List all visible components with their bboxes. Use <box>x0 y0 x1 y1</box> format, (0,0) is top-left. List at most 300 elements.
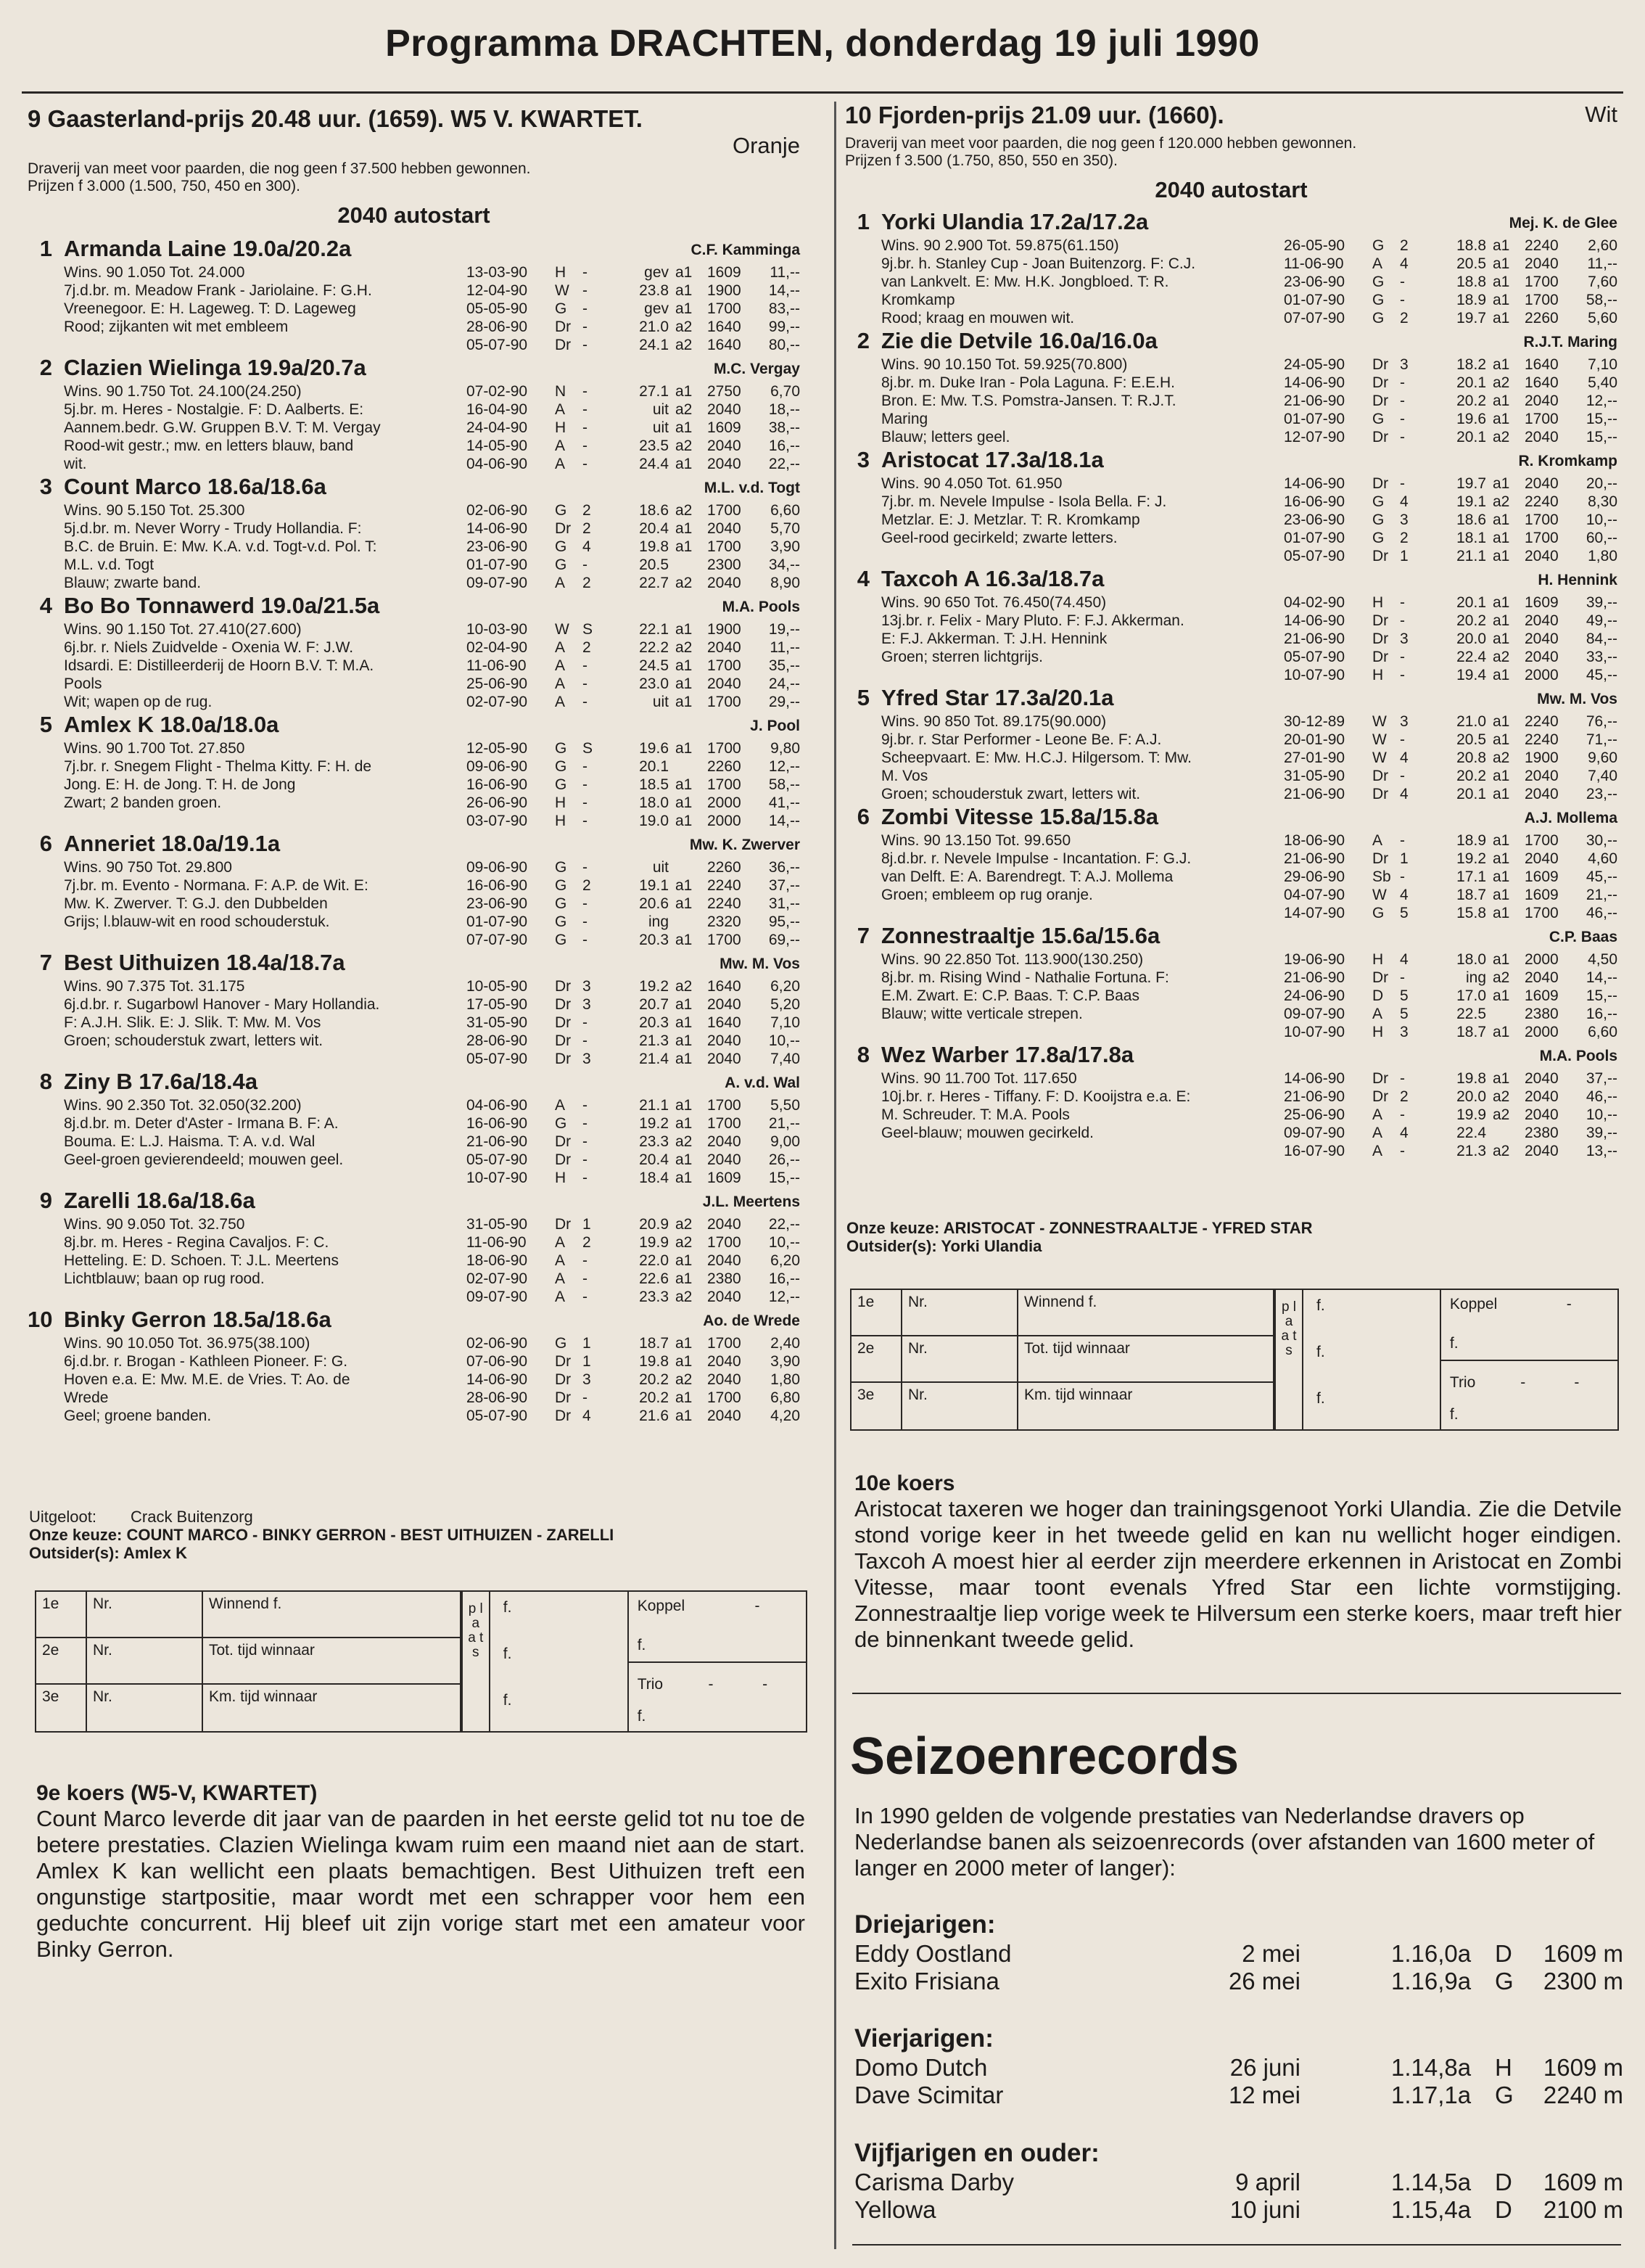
info-line: van Delft. E: A. Barendregt. T: A.J. Mollema <box>881 868 1174 885</box>
run-time: 20.2 <box>639 1389 669 1406</box>
run-row <box>466 519 800 538</box>
run-distance: 1700 <box>707 1389 741 1406</box>
run-start: a2 <box>675 1216 693 1233</box>
horse-name: Zombi Vitesse 15.8a/15.8a <box>881 804 1158 829</box>
run-date: 28-06-90 <box>466 1389 528 1406</box>
horse-name: Taxcoh A 16.3a/18.7a <box>881 566 1105 591</box>
run-distance: 2040 <box>707 996 741 1013</box>
run-start: a2 <box>675 1289 693 1305</box>
run-place: - <box>582 932 588 948</box>
run-distance: 2240 <box>1525 237 1559 254</box>
info-line: Blauw; letters geel. <box>881 429 1010 445</box>
run-place: - <box>582 1170 588 1186</box>
run-place: 3 <box>582 996 591 1013</box>
race-color: Oranje <box>732 133 800 158</box>
run-track: H <box>1372 951 1384 968</box>
run-distance: 1640 <box>1525 356 1559 373</box>
run-place: 4 <box>1400 786 1409 802</box>
run-distance: 2040 <box>1525 429 1559 445</box>
run-time: 22.5 <box>1456 1006 1486 1022</box>
run-distance: 1700 <box>707 1115 741 1132</box>
run-start: a1 <box>1493 393 1510 409</box>
past-runs <box>466 739 800 830</box>
run-distance: 1700 <box>1525 274 1559 290</box>
run-track: A <box>555 657 566 674</box>
run-track: N <box>555 383 566 400</box>
run-time: gev <box>644 264 669 281</box>
run-date: 23-06-90 <box>466 895 528 912</box>
run-start: a1 <box>675 1270 693 1287</box>
plaats-amount: f. <box>503 1692 512 1709</box>
record-distance: 2100 m <box>1543 2196 1623 2223</box>
plaats-amount: f. <box>503 1645 512 1662</box>
run-start: a2 <box>1493 749 1510 766</box>
koppel-label: Koppel <box>637 1598 685 1614</box>
bet-row <box>852 1383 1274 1429</box>
run-time: 19.2 <box>639 978 669 995</box>
run-start: a2 <box>1493 1088 1510 1105</box>
run-track: G <box>555 758 567 775</box>
run-place: 3 <box>1400 356 1409 373</box>
run-distance: 2040 <box>707 1408 741 1424</box>
run-start: a2 <box>675 319 693 335</box>
run-place: - <box>582 456 588 472</box>
run-place: - <box>1400 274 1405 290</box>
horse-number: 4 <box>857 566 870 591</box>
info-line: Wins. 90 1.750 Tot. 24.100(24.250) <box>64 383 302 400</box>
info-line: E: F.J. Akkerman. T: J.H. Hennink <box>881 630 1108 647</box>
run-place: - <box>582 300 588 317</box>
bet-row <box>36 1685 461 1731</box>
run-row <box>1284 987 1617 1005</box>
horse-name: Aristocat 17.3a/18.1a <box>881 447 1104 472</box>
run-place: - <box>582 859 588 876</box>
run-place: 4 <box>1400 493 1409 510</box>
trio-dash: - <box>708 1676 714 1693</box>
run-odds: 6,60 <box>1588 1024 1617 1040</box>
info-line: Wins. 90 2.350 Tot. 32.050(32.200) <box>64 1097 302 1114</box>
run-distance: 2040 <box>1525 969 1559 986</box>
run-odds: 11,-- <box>770 264 800 281</box>
run-place: - <box>582 401 588 418</box>
run-start: a2 <box>675 1371 693 1388</box>
run-start: a1 <box>1493 731 1510 748</box>
koppel-dash: - <box>1566 1296 1572 1312</box>
run-odds: 15,-- <box>1586 411 1617 427</box>
info-line: Scheepvaart. E: Mw. H.C.J. Hilgersom. T: Mw. <box>881 749 1192 766</box>
run-place: 2 <box>1400 310 1409 326</box>
run-row <box>466 336 800 354</box>
run-odds: 58,-- <box>768 776 800 793</box>
run-row <box>466 1352 800 1371</box>
run-track: G <box>555 895 567 912</box>
run-time: 20.9 <box>639 1216 669 1233</box>
run-time: 20.4 <box>639 1151 669 1168</box>
run-track: G <box>555 300 567 317</box>
run-track: G <box>555 556 567 573</box>
trainer-name: Mej. K. de Glee <box>1509 215 1617 231</box>
info-line: Wins. 90 2.900 Tot. 59.875(61.150) <box>881 237 1119 254</box>
bet-nr-label: Nr. <box>902 1290 1018 1335</box>
horse-number: 8 <box>857 1042 870 1067</box>
run-start: a1 <box>1493 868 1510 885</box>
run-track: H <box>555 1170 566 1186</box>
run-row <box>466 739 800 757</box>
run-row <box>466 455 800 473</box>
run-start: a1 <box>675 694 693 710</box>
run-date: 02-06-90 <box>466 1335 528 1352</box>
trainer-name: Mw. M. Vos <box>720 956 800 972</box>
run-start: a1 <box>1493 475 1510 492</box>
horse-info <box>881 831 1309 904</box>
horse-number: 7 <box>39 950 52 975</box>
run-distance: 2000 <box>1525 667 1559 683</box>
horse-info <box>64 858 492 931</box>
run-time: 22.7 <box>639 575 669 591</box>
run-start: a2 <box>1493 429 1510 445</box>
run-distance: 1609 <box>1525 987 1559 1004</box>
run-date: 16-07-90 <box>1284 1143 1345 1159</box>
run-distance: 1700 <box>1525 905 1559 921</box>
run-date: 16-06-90 <box>1284 493 1345 510</box>
record-time: 1.14,5a <box>1391 2169 1472 2195</box>
past-runs <box>1284 474 1617 565</box>
run-odds: 41,-- <box>768 794 800 811</box>
run-track: G <box>1372 530 1385 546</box>
run-start: a1 <box>675 932 693 948</box>
record-horse: Dave Scimitar <box>854 2082 1004 2108</box>
horse-entry <box>28 1188 800 1307</box>
record-distance: 1609 m <box>1543 1940 1623 1967</box>
info-line: Rood; zijkanten wit met embleem <box>64 319 289 335</box>
run-time: 20.3 <box>639 1014 669 1031</box>
plaats-label: p l a a t s <box>468 1601 484 1660</box>
run-distance: 2750 <box>707 383 741 400</box>
run-time: 17.0 <box>1456 987 1486 1004</box>
run-place: - <box>1400 612 1405 629</box>
horse-info <box>64 501 492 592</box>
run-date: 14-06-90 <box>466 1371 528 1388</box>
run-odds: 34,-- <box>768 556 800 573</box>
run-odds: 6,70 <box>770 383 800 400</box>
run-odds: 4,60 <box>1588 850 1617 867</box>
run-distance: 2040 <box>707 575 741 591</box>
run-date: 14-06-90 <box>466 520 528 537</box>
run-odds: 60,-- <box>1586 530 1617 546</box>
run-odds: 21,-- <box>768 1115 800 1132</box>
run-start: a1 <box>1493 786 1510 802</box>
info-line: Geel-groen gevierendeeld; mouwen geel. <box>64 1151 344 1168</box>
run-start: a2 <box>675 337 693 353</box>
run-distance: 1640 <box>707 978 741 995</box>
horse-name: Amlex K 18.0a/18.0a <box>64 712 279 737</box>
run-place: 3 <box>1400 1024 1409 1040</box>
run-odds: 31,-- <box>768 895 800 912</box>
run-distance: 2000 <box>1525 1024 1559 1040</box>
run-distance: 1700 <box>707 1335 741 1352</box>
run-date: 07-06-90 <box>466 1353 528 1370</box>
run-time: uit <box>652 419 669 436</box>
run-row <box>466 1050 800 1068</box>
run-track: H <box>555 794 566 811</box>
race-9-picks: Uitgeloot: Crack Buitenzorg Onze keuze: COUNT MARCO - BINKY GERRON - BEST UITHUIZEN - ZARELLI Outsider(s): Amlex K <box>29 1508 614 1562</box>
bet-place-label: 2e <box>852 1336 902 1381</box>
run-start: a1 <box>1493 548 1510 564</box>
run-date: 21-06-90 <box>1284 969 1345 986</box>
horse-info <box>64 620 492 711</box>
run-row <box>1284 831 1617 850</box>
run-odds: 38,-- <box>768 419 800 436</box>
record-horse: Domo Dutch <box>854 2054 988 2081</box>
run-start: a2 <box>1493 1106 1510 1123</box>
run-time: 19.6 <box>639 740 669 757</box>
run-time: 22.4 <box>1456 1125 1486 1141</box>
run-row <box>466 995 800 1014</box>
run-distance: 2040 <box>1525 768 1559 784</box>
trio-dash: - <box>1574 1374 1580 1391</box>
info-line: Metzlar. E: J. Metzlar. T: R. Kromkamp <box>881 511 1140 528</box>
run-date: 10-07-90 <box>1284 1024 1345 1040</box>
run-track: A <box>1372 1106 1383 1123</box>
run-track: Dr <box>1372 548 1389 564</box>
info-line: Grijs; l.blauw-wit en rood schouderstuk. <box>64 913 330 930</box>
run-row <box>1284 1142 1617 1160</box>
horse-entry <box>28 236 800 355</box>
run-row <box>1284 374 1617 392</box>
koppel-rule <box>627 1661 806 1663</box>
run-row <box>466 1270 800 1288</box>
run-track: Dr <box>1372 630 1389 647</box>
run-place: - <box>1400 649 1405 665</box>
bet-place-label: 3e <box>36 1685 87 1731</box>
trainer-name: M.L. v.d. Togt <box>704 480 800 496</box>
run-row <box>466 895 800 913</box>
info-line: Blauw; zwarte band. <box>64 575 202 591</box>
run-distance: 2260 <box>707 859 741 876</box>
record-time: 1.15,4a <box>1391 2196 1472 2223</box>
run-row <box>1284 356 1617 374</box>
info-line: Geel-blauw; mouwen gecirkeld. <box>881 1125 1094 1141</box>
run-start: a1 <box>1493 274 1510 290</box>
info-line: 9j.br. r. Star Performer - Leone Be. F: A.J. <box>881 731 1162 748</box>
run-place: 1 <box>1400 548 1409 564</box>
info-line: 13j.br. r. Felix - Mary Pluto. F: F.J. Akkerman. <box>881 612 1184 629</box>
run-place: 4 <box>1400 1125 1409 1141</box>
horse-name: Ziny B 17.6a/18.4a <box>64 1069 258 1094</box>
run-odds: 23,-- <box>1586 786 1617 802</box>
horse-number: 1 <box>857 209 870 234</box>
run-date: 04-07-90 <box>1284 887 1345 903</box>
info-line: 8j.br. m. Rising Wind - Nathalie Fortuna. F: <box>881 969 1169 986</box>
run-distance: 1640 <box>1525 374 1559 391</box>
autostart-label: 2040 autostart <box>337 202 490 228</box>
bet-place-label: 2e <box>36 1638 87 1683</box>
run-place: - <box>582 1289 588 1305</box>
run-start: a1 <box>1493 832 1510 849</box>
run-place: - <box>582 1133 588 1150</box>
run-time: 20.0 <box>1456 630 1486 647</box>
run-place: 5 <box>1400 905 1409 921</box>
horse-number: 5 <box>39 712 52 737</box>
run-distance: 2320 <box>707 913 741 930</box>
info-line: Wins. 90 7.375 Tot. 31.175 <box>64 978 245 995</box>
run-row <box>466 876 800 895</box>
run-odds: 15,-- <box>1586 429 1617 445</box>
run-track: G <box>555 502 567 519</box>
run-row <box>466 757 800 776</box>
run-odds: 39,-- <box>1586 1125 1617 1141</box>
trainer-name: J.L. Meertens <box>702 1193 800 1210</box>
info-line: 7j.br. r. Snegem Flight - Thelma Kitty. F: H. de <box>64 758 372 775</box>
run-track: A <box>555 1234 566 1251</box>
run-time: 18.7 <box>639 1335 669 1352</box>
run-start: a2 <box>675 1133 693 1150</box>
run-track: A <box>555 575 566 591</box>
info-line: B.C. de Bruin. E: Mw. K.A. v.d. Togt-v.d. Pol. T: <box>64 538 377 555</box>
run-distance: 2040 <box>1525 393 1559 409</box>
run-odds: 95,-- <box>768 913 800 930</box>
run-row <box>466 776 800 794</box>
run-start: a1 <box>1493 237 1510 254</box>
record-row <box>854 2196 1623 2224</box>
run-odds: 6,20 <box>770 1252 800 1269</box>
run-time: 20.2 <box>1456 612 1486 629</box>
run-time: 21.0 <box>639 319 669 335</box>
run-date: 25-06-90 <box>466 675 528 692</box>
run-start: a2 <box>1493 374 1510 391</box>
run-distance: 2040 <box>1525 1070 1559 1087</box>
record-distance: 1609 m <box>1543 2169 1623 2195</box>
info-line: Idsardi. E: Distilleerderij de Hoorn B.V. T: M.A. <box>64 657 374 674</box>
trainer-name: A. v.d. Wal <box>725 1075 800 1091</box>
run-track: Dr <box>1372 356 1389 373</box>
run-date: 21-06-90 <box>1284 1088 1345 1105</box>
run-row <box>1284 904 1617 922</box>
run-time: 18.2 <box>1456 356 1486 373</box>
run-distance: 2240 <box>707 895 741 912</box>
section-rule <box>852 1693 1621 1694</box>
bet-row <box>852 1290 1274 1336</box>
plaats-label: p l a a t s <box>1281 1299 1297 1358</box>
run-date: 26-05-90 <box>1284 237 1345 254</box>
run-row <box>1284 630 1617 648</box>
run-time: 18.6 <box>639 502 669 519</box>
run-odds: 49,-- <box>1586 612 1617 629</box>
run-track: Dr <box>1372 374 1389 391</box>
run-time: 22.1 <box>639 621 669 638</box>
run-odds: 22,-- <box>768 456 800 472</box>
run-date: 10-05-90 <box>466 978 528 995</box>
plaats-amount: f. <box>1316 1390 1325 1407</box>
run-track: Dr <box>555 1014 572 1031</box>
run-row <box>1284 593 1617 612</box>
run-odds: 24,-- <box>768 675 800 692</box>
run-odds: 5,20 <box>770 996 800 1013</box>
run-date: 01-07-90 <box>466 913 528 930</box>
info-line: M.L. v.d. Togt <box>64 556 154 573</box>
info-line: M. Vos <box>881 768 928 784</box>
run-start: a1 <box>675 538 693 555</box>
run-date: 05-05-90 <box>466 300 528 317</box>
run-place: 3 <box>1400 713 1409 730</box>
run-odds: 9,80 <box>770 740 800 757</box>
horse-entry <box>28 474 800 593</box>
run-date: 05-07-90 <box>466 1151 528 1168</box>
run-distance: 1609 <box>707 264 741 281</box>
run-time: 18.4 <box>639 1170 669 1186</box>
run-start: a1 <box>1493 1024 1510 1040</box>
run-row <box>1284 886 1617 904</box>
record-group-title: Vierjarigen: <box>854 2024 994 2053</box>
run-distance: 2040 <box>1525 255 1559 272</box>
run-track: Sb <box>1372 868 1391 885</box>
run-time: 20.4 <box>639 520 669 537</box>
run-odds: 4,20 <box>770 1408 800 1424</box>
run-date: 18-06-90 <box>1284 832 1345 849</box>
info-line: 7j.d.br. m. Meadow Frank - Jariolaine. F: G.H. <box>64 282 372 299</box>
run-date: 05-07-90 <box>466 1051 528 1067</box>
run-row <box>466 1133 800 1151</box>
run-row <box>466 538 800 556</box>
run-time: 21.4 <box>639 1051 669 1067</box>
race-title: 10 Fjorden-prijs 21.09 uur. (1660). Wit <box>845 102 1617 128</box>
run-start: a1 <box>675 1115 693 1132</box>
run-start: a1 <box>1493 1070 1510 1087</box>
horse-entry <box>28 950 800 1069</box>
past-runs <box>466 1096 800 1187</box>
run-date: 25-06-90 <box>1284 1106 1345 1123</box>
run-place: 2 <box>582 1234 591 1251</box>
record-date: 12 mei <box>1228 2082 1300 2108</box>
run-track: G <box>1372 493 1385 510</box>
race-prizes: Prijzen f 3.000 (1.500, 750, 450 en 300). <box>28 178 300 194</box>
run-place: - <box>582 776 588 793</box>
run-time: 21.1 <box>1456 548 1486 564</box>
koppel-amount: f. <box>637 1637 646 1653</box>
info-line: 9j.br. h. Stanley Cup - Joan Buitenzorg. F: C.J. <box>881 255 1196 272</box>
run-distance: 2380 <box>707 1270 741 1287</box>
run-date: 16-06-90 <box>466 877 528 894</box>
run-track: G <box>1372 292 1385 308</box>
info-line: 6j.d.br. r. Sugarbowl Hanover - Mary Hollandia. <box>64 996 380 1013</box>
run-odds: 10,-- <box>1586 511 1617 528</box>
autostart-label: 2040 autostart <box>1155 177 1308 202</box>
run-track: Dr <box>555 1151 572 1168</box>
info-line: Wins. 90 11.700 Tot. 117.650 <box>881 1070 1077 1087</box>
run-date: 23-06-90 <box>1284 511 1345 528</box>
record-row <box>854 2054 1623 2082</box>
run-track: Dr <box>555 996 572 1013</box>
run-row <box>466 574 800 592</box>
run-time: 19.4 <box>1456 667 1486 683</box>
run-date: 05-07-90 <box>466 337 528 353</box>
run-date: 31-05-90 <box>466 1216 528 1233</box>
bet-row <box>36 1592 461 1638</box>
run-place: - <box>1400 429 1405 445</box>
run-start: a1 <box>675 1032 693 1049</box>
run-place: 1 <box>582 1216 591 1233</box>
info-line: Vreenegoor. E: H. Lageweg. T: D. Lageweg <box>64 300 356 317</box>
run-track: W <box>1372 887 1387 903</box>
run-row <box>466 556 800 574</box>
run-row <box>1284 868 1617 886</box>
horse-info <box>881 237 1309 327</box>
run-odds: 5,60 <box>1588 310 1617 326</box>
run-date: 01-07-90 <box>1284 292 1345 308</box>
run-place: 1 <box>1400 850 1409 867</box>
horse-info <box>881 593 1309 666</box>
run-row <box>1284 1088 1617 1106</box>
